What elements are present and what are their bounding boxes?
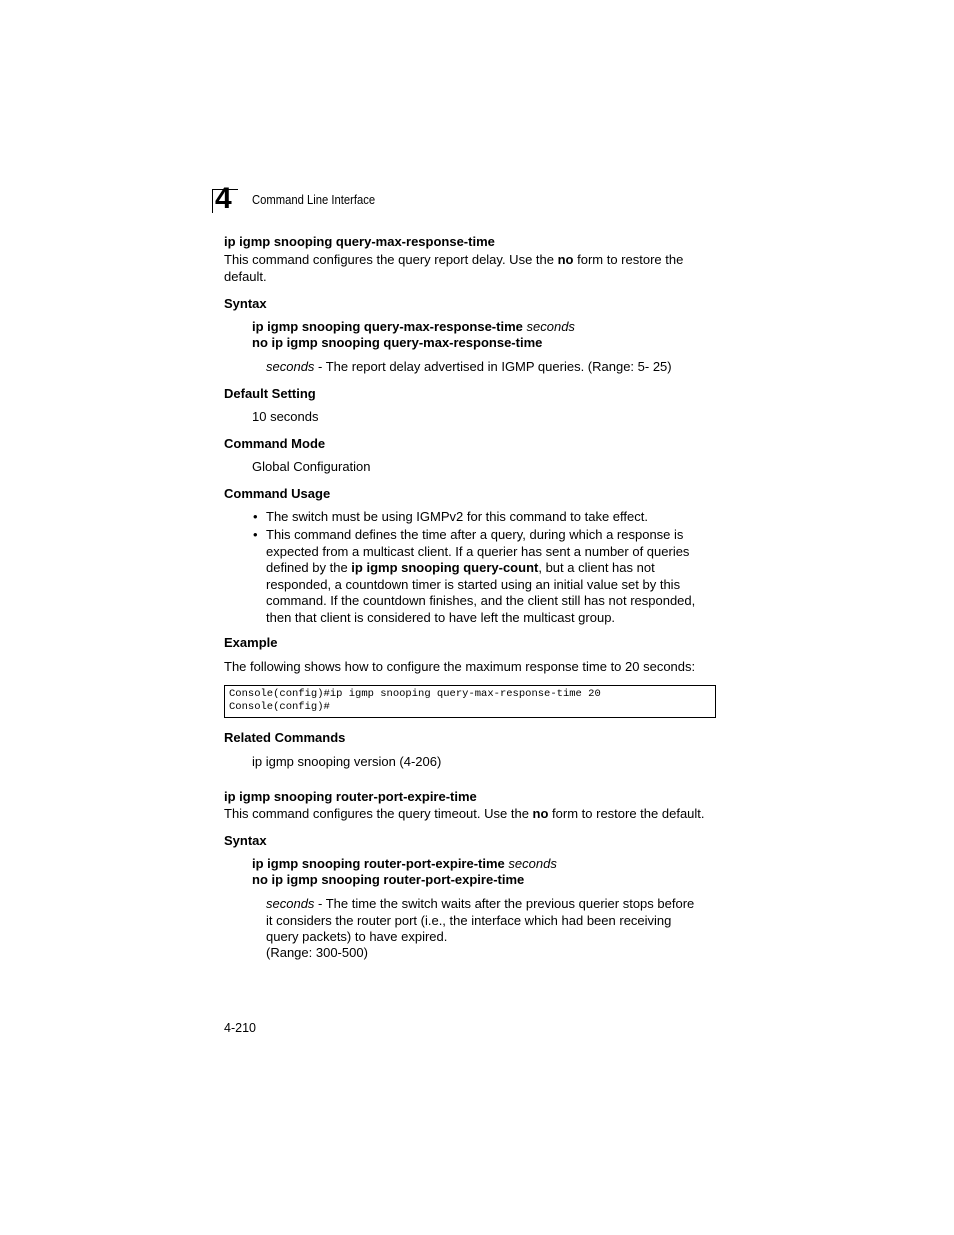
parameter-text: - The report delay advertised in IGMP queries. (Range: 5- 25) — [314, 359, 672, 374]
section2-description — [224, 806, 705, 823]
example-heading: Example — [224, 635, 278, 650]
list-item-text — [266, 527, 713, 626]
section1-description — [224, 252, 683, 269]
code-example-box — [224, 685, 716, 718]
command-usage-heading: Command Usage — [224, 486, 331, 501]
parameter-text: - The time the switch waits after the previous querier stops before — [314, 896, 695, 911]
command-mode-value: Global Configuration — [252, 459, 371, 474]
syntax-line — [252, 319, 575, 336]
syntax-command: ip igmp snooping query-max-response-time — [252, 319, 523, 334]
parameter-description-line: query packets) to have expired. — [266, 929, 448, 944]
syntax-heading: Syntax — [224, 296, 267, 311]
usage-keyword: ip igmp snooping query-count — [351, 560, 539, 575]
desc-text: form to restore the default. — [548, 806, 705, 821]
example-intro: The following shows how to configure the maximum response time to 20 seconds: — [224, 659, 696, 674]
desc-text: This command configures the query report delay. Use the — [224, 252, 558, 267]
parameter-description — [266, 896, 694, 913]
default-setting-heading: Default Setting — [224, 386, 316, 401]
desc-text: This command configures the query timeout. Use the — [224, 806, 533, 821]
syntax-no-form: no ip igmp snooping router-port-expire-time — [252, 872, 525, 887]
syntax-no-form: no ip igmp snooping query-max-response-time — [252, 335, 543, 350]
section-title-query-max-response-time: ip igmp snooping query-max-response-time — [224, 234, 495, 249]
parameter-range: (Range: 300-500) — [266, 945, 368, 960]
default-setting-value: 10 seconds — [252, 409, 319, 424]
bullet-icon: • — [253, 527, 258, 542]
section-title-router-port-expire-time: ip igmp snooping router-port-expire-time — [224, 789, 477, 804]
desc-text: form to restore the — [573, 252, 684, 267]
parameter-name: seconds — [266, 896, 315, 911]
syntax-command: ip igmp snooping router-port-expire-time — [252, 856, 505, 871]
desc-keyword: no — [532, 806, 549, 821]
syntax-heading: Syntax — [224, 833, 267, 848]
page-number: 4-210 — [224, 1021, 256, 1035]
syntax-parameter: seconds — [508, 856, 557, 871]
list-item-text: The switch must be using IGMPv2 for this command to take effect. — [266, 509, 648, 524]
related-commands-heading: Related Commands — [224, 730, 346, 745]
usage-text: , but a client has not responded, a countdown timer is started using an initial value set by this command. If the countdown finishes, and the client still has not responded, then that client is considered to have left the multicast group. — [266, 560, 696, 625]
command-mode-heading: Command Mode — [224, 436, 326, 451]
parameter-description — [266, 359, 672, 376]
parameter-description-line: it considers the router port (i.e., the interface which had been receiving — [266, 913, 672, 928]
related-command-link: ip igmp snooping version (4-206) — [252, 754, 442, 769]
code-line: Console(config)# — [229, 701, 330, 713]
running-header-title: Command Line Interface — [252, 193, 376, 207]
usage-text: This command defines the time after a query, during which a response is expected from a multicast client. If a querier has sent a number of queries defined by the — [266, 527, 690, 575]
syntax-line — [252, 856, 557, 873]
code-line: Console(config)#ip igmp snooping query-max-response-time 20 — [229, 688, 601, 700]
parameter-name: seconds — [266, 359, 315, 374]
desc-keyword: no — [557, 252, 574, 267]
syntax-parameter: seconds — [526, 319, 575, 334]
bullet-icon: • — [253, 509, 258, 524]
section1-description-line2: default. — [224, 269, 267, 284]
chapter-number: 4 — [215, 182, 232, 215]
